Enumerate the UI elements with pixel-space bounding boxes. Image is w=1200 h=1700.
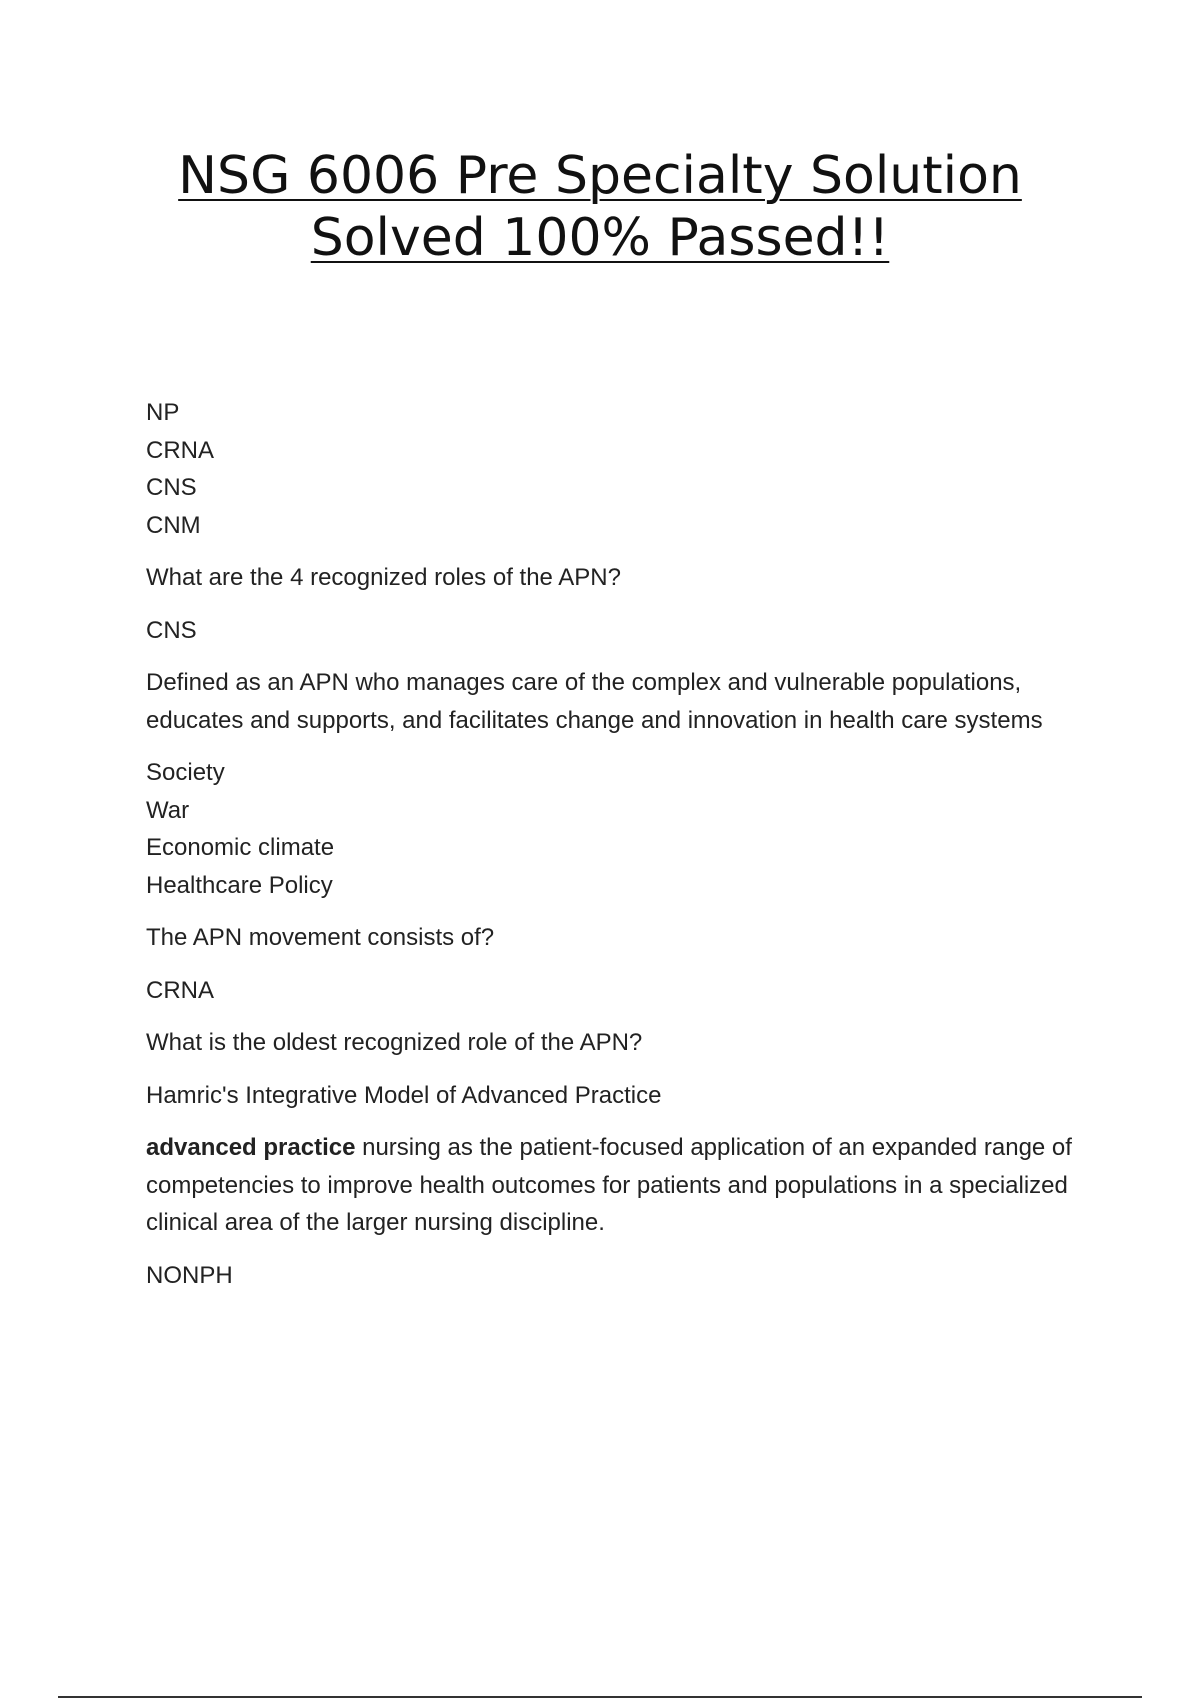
answer-movement-list	[146, 754, 1091, 904]
document-body	[146, 394, 1091, 1309]
list-item: Healthcare Policy	[146, 871, 333, 899]
definition-rest: nursing as the patient-focused application of an expanded range of competencies to improve health outcomes for patients and populations in a specialized clinical area of the larger nursing discipline.	[146, 1134, 1072, 1236]
bold-term: advanced practice	[146, 1134, 356, 1161]
question-text: What are the 4 recognized roles of the APN?	[146, 564, 621, 591]
answer-text: CRNA	[146, 976, 215, 1004]
answer-text: Hamric's Integrative Model of Advanced Practice	[146, 1081, 662, 1109]
list-item: CNM	[146, 511, 201, 539]
definition-text	[146, 1129, 1091, 1242]
list-item: War	[146, 796, 190, 824]
list-item: Economic climate	[146, 834, 335, 861]
question-text: The APN movement consists of?	[146, 924, 495, 951]
document-title: NSG 6006 Pre Specialty Solution Solved 100% Passed!!	[178, 146, 1022, 268]
question-text: Defined as an APN who manages care of the complex and vulnerable populations, educates and supports, and facilitates change and innovation in health care systems	[146, 669, 1043, 734]
list-item: CRNA	[146, 436, 215, 464]
list-item: Society	[146, 759, 225, 786]
list-item: CNS	[146, 474, 197, 501]
footer-divider	[58, 1696, 1142, 1698]
answer-text: CNS	[146, 616, 197, 644]
list-item: NP	[146, 399, 180, 426]
answer-text: NONPH	[146, 1261, 233, 1289]
answer-roles-list	[146, 394, 1091, 544]
question-text: What is the oldest recognized role of the APN?	[146, 1029, 643, 1056]
